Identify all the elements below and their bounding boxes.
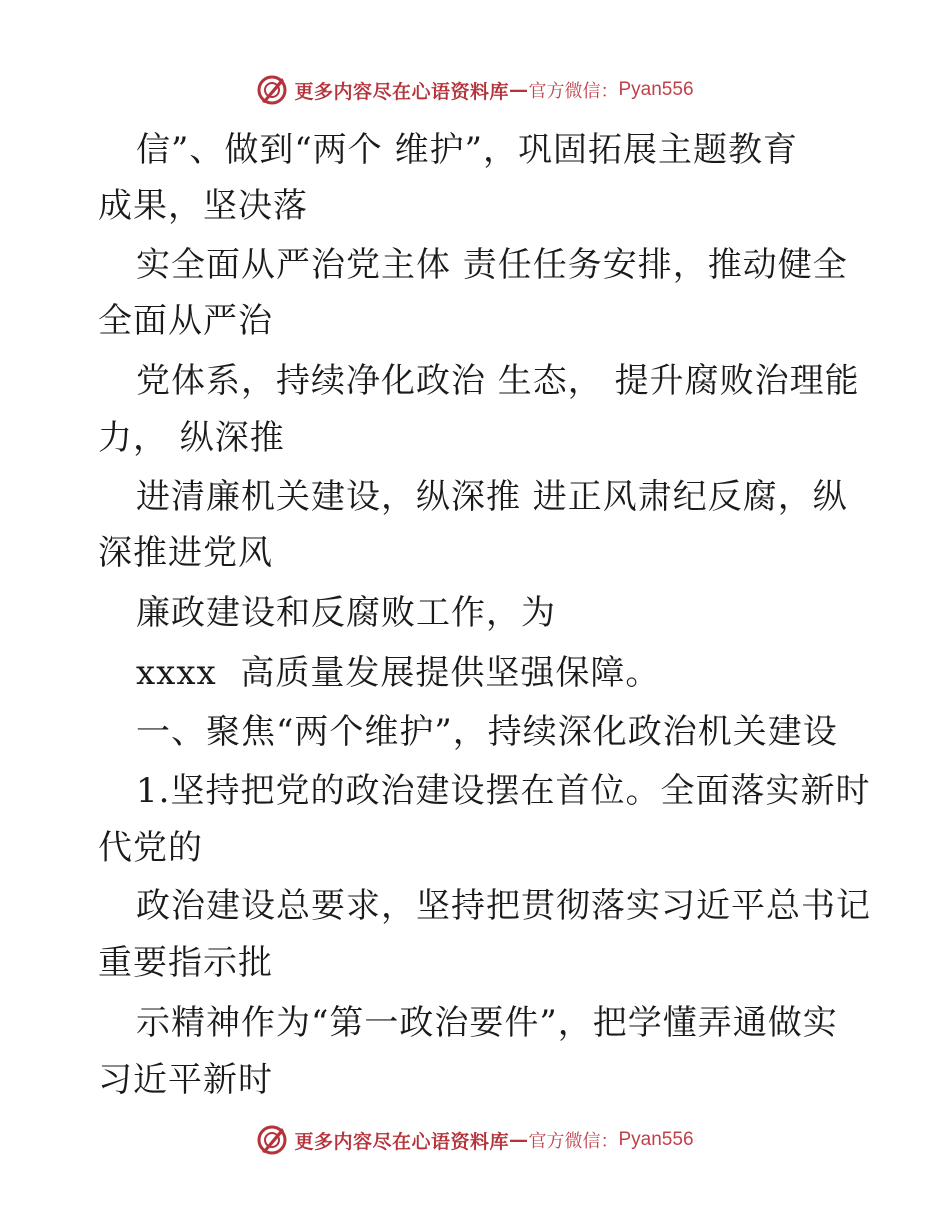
body-line: 实全面从严治党主体 责任任务安排，推动健全 (136, 245, 848, 285)
body-line: 成果，坚决落 (98, 186, 308, 226)
body-line: 力， 纵深推 (98, 418, 285, 458)
body-line: 党体系，持续净化政治 生态， 提升腐败治理能 (136, 361, 860, 401)
body-line: 政治建设总要求，坚持把贯彻落实习近平总书记 (136, 886, 871, 926)
body-line: 1.坚持把党的政治建设摆在首位。全面落实新时 (136, 771, 871, 811)
quill-logo-icon (256, 74, 288, 106)
body-line: 全面从严治 (98, 301, 273, 341)
header-site-text: 更多内容尽在心语资料库 (294, 80, 509, 103)
body-line: 深推进党风 (98, 533, 273, 573)
header-banner (0, 70, 950, 110)
body-line: 示精神作为“第一政治要件”，把学懂弄通做实 (136, 1003, 838, 1043)
body-line: 代党的 (98, 828, 203, 868)
header-wechat-label: 官方微信： (528, 81, 619, 102)
footer-site-text: 更多内容尽在心语资料库 (294, 1130, 509, 1153)
body-line: 廉政建设和反腐败工作，为 (136, 593, 556, 633)
body-line: xxxx 高质量发展提供坚强保障。 (136, 653, 661, 693)
section-heading: 一、聚焦“两个维护”，持续深化政治机关建设 (136, 712, 838, 752)
footer-wechat-id: Pyan556 (618, 1129, 694, 1150)
quill-logo-icon (256, 1124, 288, 1156)
footer-dash: — (509, 1129, 529, 1151)
header-wechat-id: Pyan556 (618, 79, 694, 100)
body-line: 信”、做到“两个 维护”，巩固拓展主题教育 (136, 130, 798, 170)
body-line: 进清廉机关建设，纵深推 进正风肃纪反腐，纵 (136, 477, 848, 517)
header-dash: — (509, 79, 529, 101)
body-line: 习近平新时 (98, 1060, 273, 1100)
footer-wechat-label: 官方微信： (528, 1131, 619, 1152)
footer-banner (0, 1120, 950, 1160)
body-line: 重要指示批 (98, 943, 273, 983)
